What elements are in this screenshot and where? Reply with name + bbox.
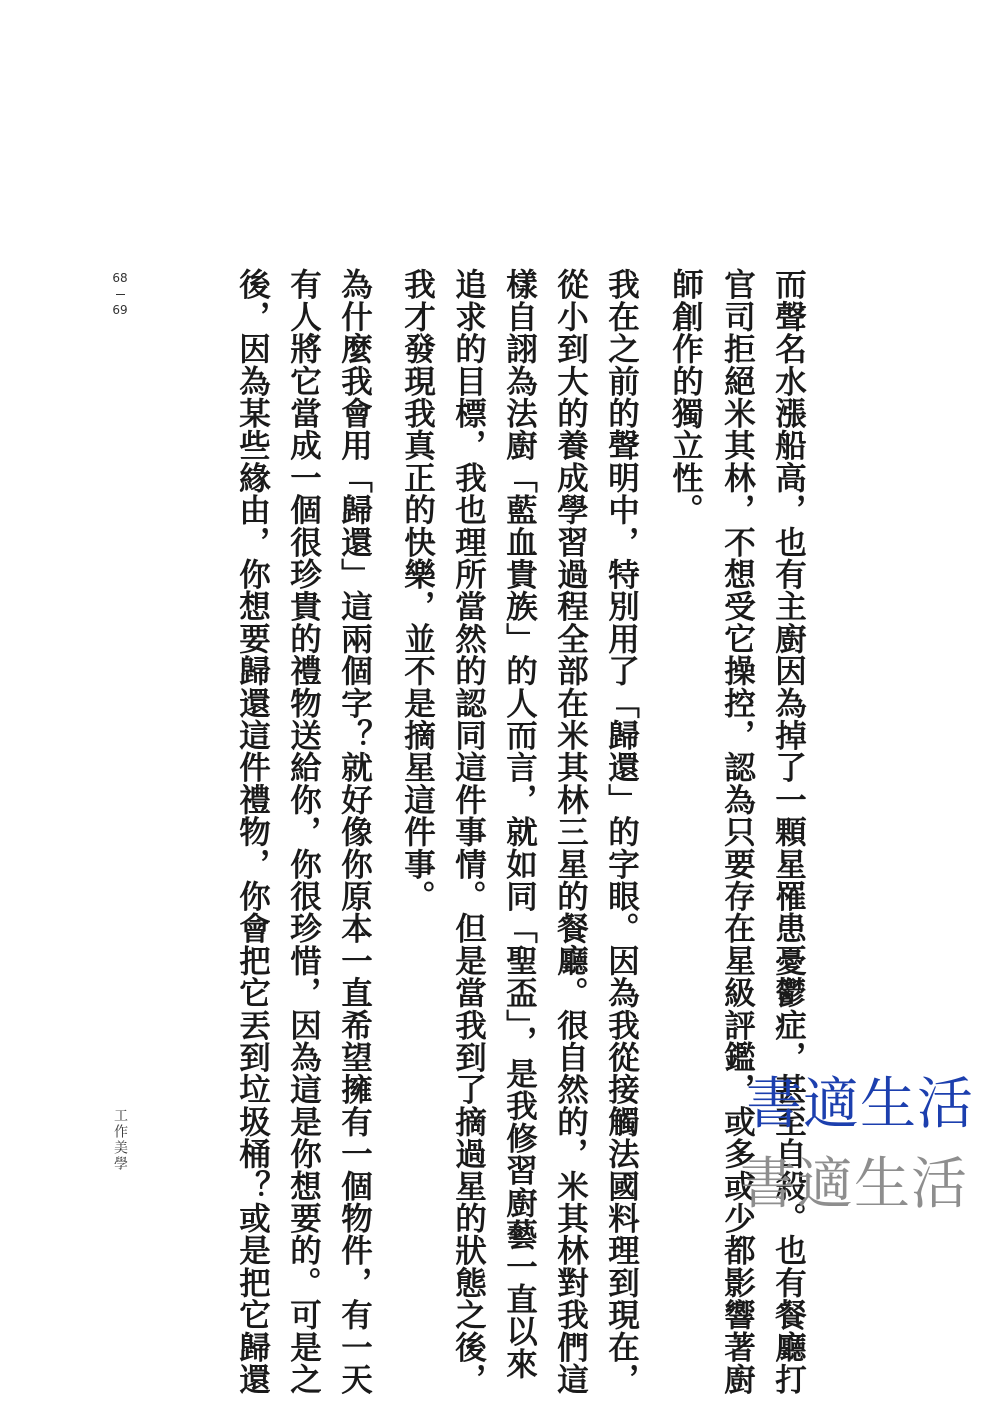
watermark-text: 書適生活 <box>740 1152 968 1217</box>
text-column: 有人將它當成一個很珍貴的禮物送給你，你很珍惜，因為這是你想要的。可是之 <box>285 268 323 1395</box>
text-column: 追求的目標，我也理所當然的認同這件事情。但是當我到了摘過星的狀態之後， <box>450 268 488 1395</box>
text-column: 後，因為某些緣由，你想要歸還這件禮物，你會把它丟到垃圾桶？或是把它歸還 <box>234 268 272 1395</box>
page-number-right: 69 <box>112 303 128 318</box>
text-column: 而聲名水漲船高，也有主廚因為掉了一顆星罹患憂鬱症，甚至自殺。也有餐廳打 <box>770 268 808 1395</box>
text-column: 我在之前的聲明中，特別用了「歸還」的字眼。因為我從接觸法國料理到現在， <box>603 268 641 1395</box>
page-number-left: 68 <box>112 271 128 285</box>
text-column: 為什麼我會用「歸還」這兩個字？就好像你原本一直希望擁有一個物件，有一天 <box>336 268 374 1395</box>
text-column: 從小到大的養成學習過程全部在米其林三星的餐廳。很自然的，米其林對我們這 <box>552 268 590 1395</box>
text-column: 我才發現我真正的快樂，並不是摘星這件事。 <box>399 268 437 912</box>
text-column: 官司拒絕米其林，不想受它操控，認為只要存在星級評鑑，或多或少都影響著廚 <box>719 268 757 1395</box>
text-column: 師創作的獨立性。 <box>667 268 705 526</box>
watermark-text: 書適生活 <box>746 1072 974 1137</box>
book-title: 工作美學 <box>112 1108 128 1172</box>
text-column: 樣自詡為法廚「藍血貴族」的人而言，就如同「聖盃」，是我修習廚藝一直以來 <box>501 268 539 1380</box>
